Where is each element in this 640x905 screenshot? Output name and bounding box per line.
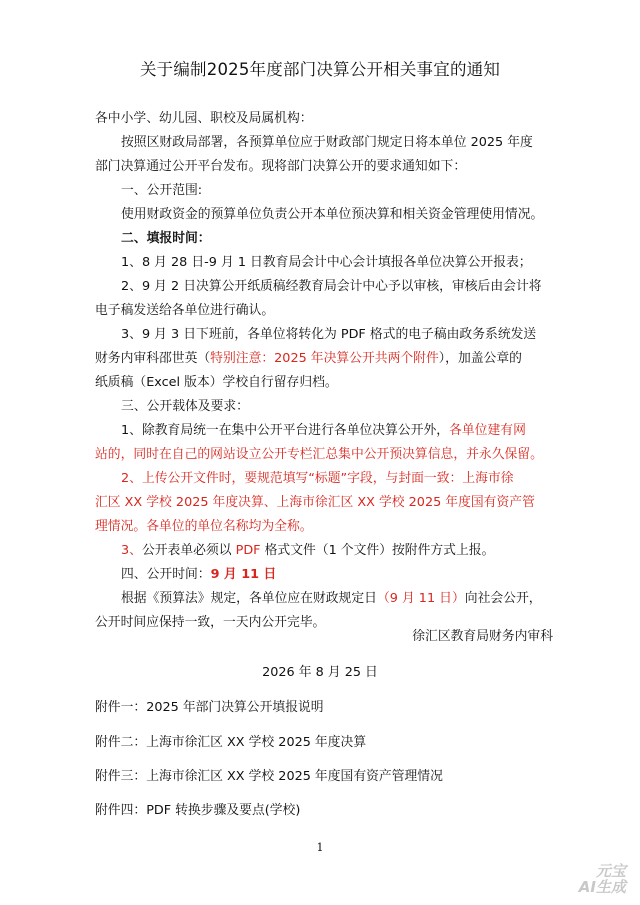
section-3-item-2-line-3: 理情况。各单位的单位名称均为全称。 — [95, 519, 313, 534]
item-3-text-b: 格式文件（1 个文件）按附件方式上报。 — [260, 543, 495, 558]
section-2-item-2-line-1: 2、9 月 2 日决算公开纸质稿经教育局会计中心予以审核，审核后由会计将 — [121, 279, 542, 294]
section-4-date-red: （9 月 11 日） — [376, 591, 465, 606]
document-title: 关于编制2025年度部门决算公开相关事宜的通知 — [139, 60, 501, 79]
section-1-text: 使用财政资金的预算单位负责公开本单位预决算和相关资金管理使用情况。 — [121, 207, 544, 222]
section-3-item-1-line-2: 站的，同时在自己的网站设立公开专栏汇总集中公开预决算信息，并永久保留。 — [95, 447, 543, 462]
item-1-text: 1、除教育局统一在集中公开平台进行各单位决算公开外， — [121, 423, 450, 438]
greeting: 各中小学、幼儿园、职校及局属机构： — [95, 111, 313, 126]
pdf-label: PDF — [235, 543, 261, 558]
section-3-item-2-line-1: 2、上传公开文件时，要规范填写“标题”字段，与封面一致：上海市徐 — [121, 471, 514, 486]
section-1-heading: 一、公开范围: — [121, 183, 203, 198]
signature: 徐汇区教育局财务内审科 — [412, 629, 553, 644]
section-4-text-a: 根据《预算法》规定，各单位应在财政规定日 — [121, 591, 377, 606]
item-3-number: 3、 — [121, 543, 142, 558]
website-requirement: 各单位建有网 — [449, 423, 526, 438]
attachment-3: 附件三：上海市徐汇区 XX 学校 2025 年度国有资产管理情况 — [95, 769, 443, 784]
special-notice: 特别注意：2025 年决算公开共两个附件 — [210, 351, 439, 366]
section-4-heading-line — [95, 563, 553, 587]
section-3-item-3 — [95, 539, 553, 563]
item-3-text-a: 公开表单必须以 — [141, 543, 236, 558]
attachment-2: 附件二：上海市徐汇区 XX 学校 2025 年度决算 — [95, 735, 367, 750]
section-2-item-3-line-3: 纸质稿（Excel 版本）学校自行留存归档。 — [95, 375, 338, 390]
document-body — [95, 107, 553, 635]
seal-text: ），加盖公章的 — [438, 351, 522, 366]
section-2-item-2-line-2: 电子稿发送给各单位进行确认。 — [95, 303, 275, 318]
section-2-heading: 二、填报时间： — [121, 231, 211, 246]
issue-date: 2026 年 8 月 25 日 — [262, 665, 378, 680]
publish-date: 9 月 11 日 — [210, 567, 277, 582]
section-4-text-line-2: 公开时间应保持一致，一天内公开完毕。 — [95, 615, 326, 630]
section-4-text-b: 向社会公开， — [464, 591, 542, 606]
intro-line-2: 部门决算通过公开平台发布。现将部门决算公开的要求通知如下： — [95, 159, 467, 174]
section-2-item-3-line-1: 3、9 月 3 日下班前，各单位将转化为 PDF 格式的电子稿由政务系统发送 — [121, 327, 537, 342]
section-4-text-line-1 — [95, 587, 553, 611]
section-4-heading: 四、公开时间： — [121, 567, 211, 582]
ai-watermark — [579, 863, 626, 895]
attachment-1: 附件一：2025 年部门决算公开填报说明 — [95, 700, 324, 715]
section-2-item-1: 1、8 月 28 日-9 月 1 日教育局会计中心会计填报各单位决算公开报表； — [121, 255, 532, 270]
attachment-4: 附件四：PDF 转换步骤及要点(学校) — [95, 803, 301, 818]
section-3-heading: 三、公开载体及要求： — [121, 399, 249, 414]
page-number: 1 — [316, 841, 324, 854]
section-3-item-2-line-2: 汇区 XX 学校 2025 年度决算、上海市徐汇区 XX 学校 2025 年度国有资产管 — [95, 495, 535, 510]
watermark-line-2: AI生成 — [578, 878, 626, 896]
section-2-item-3-line-2 — [95, 347, 553, 371]
recipient-text: 财务内审科邵世英（ — [95, 351, 211, 366]
section-3-item-1-line-1 — [95, 419, 553, 443]
watermark-line-1: 元宝 — [595, 862, 626, 880]
intro-line-1: 按照区财政局部署，各预算单位应于财政部门规定日将本单位 2025 年度 — [121, 135, 533, 150]
